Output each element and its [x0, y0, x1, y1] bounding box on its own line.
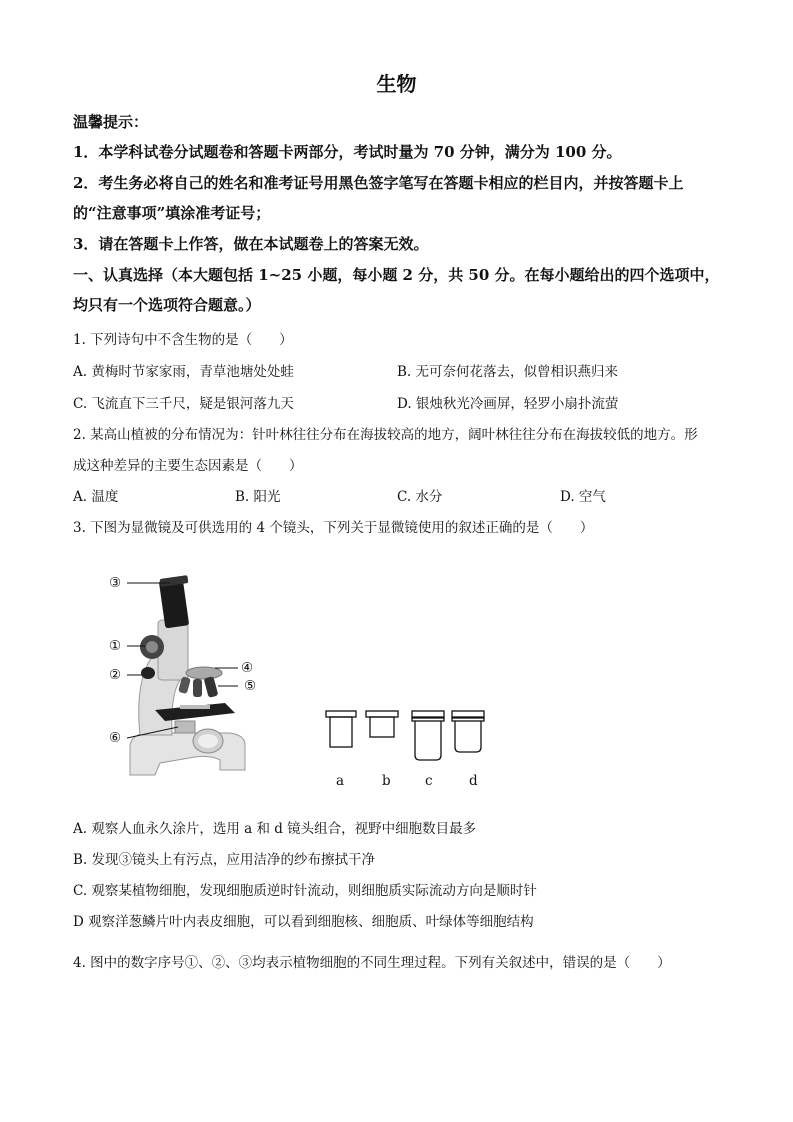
tip-line: 的“注意事项”填涂准考证号； [73, 204, 271, 222]
question-stem: 1. 下列诗句中不含生物的是（ ） [73, 332, 293, 348]
lens-d [452, 711, 484, 752]
section-heading: 一、认真选择（本大题包括 1~25 小题，每小题 2 分，共 50 分。在每小题给出的四个选项中， [73, 266, 720, 284]
marker-2: ② [109, 667, 122, 683]
lens-b [366, 711, 398, 737]
option-d: D 观察洋葱鳞片叶内表皮细胞，可以看到细胞核、细胞质、叶绿体等细胞结构 [73, 914, 534, 930]
option-b: B. 无可奈何花落去，似曾相识燕归来 [397, 364, 619, 380]
lens-a [326, 711, 356, 747]
lens-label-a: a [336, 773, 345, 789]
marker-3: ③ [109, 575, 122, 591]
tip-line: 1．本学科试卷分试题卷和答题卡两部分，考试时量为 70 分钟，满分为 100 分。 [73, 143, 622, 161]
section-heading: 均只有一个选项符合题意。） [73, 296, 261, 314]
leader-lines [100, 565, 260, 790]
marker-5: ⑤ [244, 678, 257, 694]
option-b: B. 发现③镜头上有污点，应用洁净的纱布擦拭干净 [73, 852, 376, 868]
tip-heading: 温馨提示： [73, 113, 149, 131]
page-title: 生物 [376, 72, 417, 96]
lenses-figure [320, 705, 500, 765]
option-a: A. 黄梅时节家家雨，青草池塘处处蛙 [73, 364, 294, 380]
lens-label-d: d [469, 773, 478, 789]
tip-line: 2．考生务必将自己的姓名和准考证号用黑色签字笔写在答题卡相应的栏目内，并按答题卡上 [73, 174, 684, 192]
option-a: A. 温度 [73, 489, 119, 505]
marker-6: ⑥ [109, 730, 122, 746]
question-stem: 2. 某高山植被的分布情况为：针叶林往往分布在海拔较高的地方，阔叶林往往分布在海拔较低的地方。形 [73, 427, 698, 443]
lens-label-c: c [425, 773, 433, 789]
lens-label-b: b [382, 773, 391, 789]
question-stem: 4. 图中的数字序号①、②、③均表示植物细胞的不同生理过程。下列有关叙述中，错误的是（ ） [73, 955, 671, 971]
option-c: C. 观察某植物细胞，发现细胞质逆时针流动，则细胞质实际流动方向是顺时针 [73, 883, 537, 899]
option-c: C. 飞流直下三千尺，疑是银河落九天 [73, 396, 294, 412]
tip-line: 3．请在答题卡上作答，做在本试题卷上的答案无效。 [73, 235, 429, 253]
marker-1: ① [109, 638, 122, 654]
marker-4: ④ [241, 660, 254, 676]
option-d: D. 银烛秋光冷画屏，轻罗小扇扑流萤 [397, 396, 619, 412]
question-stem: 成这种差异的主要生态因素是（ ） [73, 458, 303, 474]
option-b: B. 阳光 [235, 489, 281, 505]
option-d: D. 空气 [560, 489, 606, 505]
lens-c [412, 711, 444, 760]
option-a: A. 观察人血永久涂片，选用 a 和 d 镜头组合，视野中细胞数目最多 [73, 821, 477, 837]
option-c: C. 水分 [397, 489, 443, 505]
question-stem: 3. 下图为显微镜及可供选用的 4 个镜头，下列关于显微镜使用的叙述正确的是（ ） [73, 520, 594, 536]
